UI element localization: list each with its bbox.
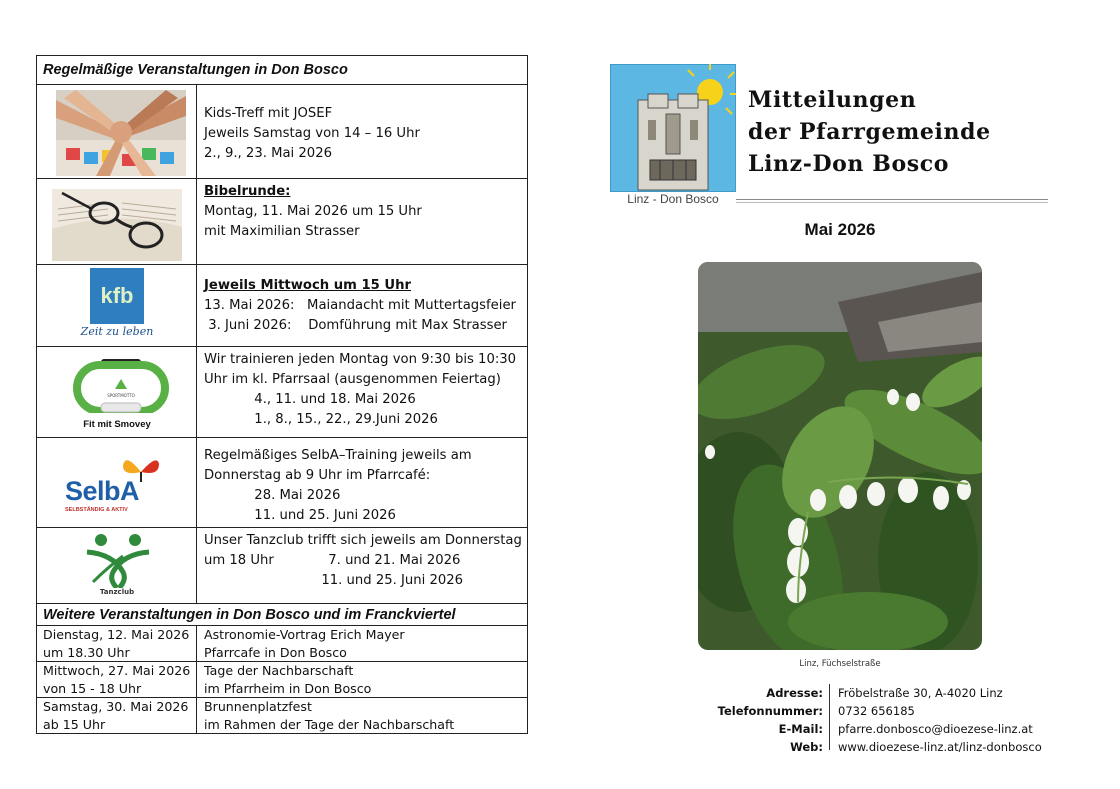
event-line: 4., 11. und 18. Mai 2026	[204, 392, 416, 407]
photo-caption: Linz, Füchselstraße	[799, 659, 881, 669]
tanzclub-caption: Tanzclub	[99, 588, 135, 596]
event-line: um 18 Uhr 7. und 21. Mai 2026	[204, 553, 461, 568]
event-row-kfb	[37, 265, 527, 347]
contact-email[interactable]: pfarre.donbosco@dioezese-linz.at	[838, 722, 1033, 736]
event-line: Unser Tanzclub trifft sich jeweils am Donnerstag	[204, 533, 522, 548]
event-line: 1., 8., 15., 22., 29.Juni 2026	[204, 412, 438, 427]
more-event-place: im Rahmen der Tage der Nachbarschaft	[204, 716, 455, 732]
more-event-row	[37, 698, 527, 733]
event-line: Montag, 11. Mai 2026 um 15 Uhr	[204, 204, 422, 219]
contact-labels	[660, 684, 823, 756]
event-line: 2., 9., 23. Mai 2026	[204, 146, 332, 161]
contact-label-address: Adresse:	[766, 686, 823, 700]
event-line: 28. Mai 2026	[204, 488, 341, 503]
event-row-tanzclub	[37, 528, 527, 604]
more-event-time: um 18.30 Uhr	[43, 644, 130, 660]
event-line: mit Maximilian Strasser	[204, 224, 360, 239]
title-line: Linz-Don Bosco	[748, 151, 949, 177]
more-event-date: Dienstag, 12. Mai 2026	[43, 627, 190, 642]
selba-caption: SELBSTÄNDIG & AKTIV	[65, 507, 128, 513]
bible-glasses-photo	[37, 179, 197, 264]
more-event-time: ab 15 Uhr	[43, 716, 106, 732]
flower-photo	[698, 262, 982, 650]
section-title-more: Weitere Veranstaltungen in Don Bosco und im Franckviertel	[37, 604, 527, 626]
title-line: der Pfarrgemeinde	[748, 119, 991, 145]
event-row-selba	[37, 438, 527, 528]
contact-web-link[interactable]: www.dioezese-linz.at/linz-donbosco	[838, 740, 1042, 754]
more-event-place: Pfarrcafe in Don Bosco	[204, 644, 347, 660]
kfb-logo-text: kfb	[90, 268, 144, 324]
more-event-title: Tage der Nachbarschaft	[204, 663, 354, 678]
children-hands-photo	[37, 85, 197, 178]
title-line: Mitteilungen	[748, 87, 917, 113]
more-event-row	[37, 662, 527, 698]
event-line: 13. Mai 2026: Maiandacht mit Muttertagsfeier	[204, 298, 516, 313]
header-divider	[736, 199, 1048, 203]
event-line: 11. und 25. Juni 2026	[204, 573, 464, 588]
event-heading: Jeweils Mittwoch um 15 Uhr	[204, 278, 412, 293]
event-line: Wir trainieren jeden Montag von 9:30 bis 10:30	[204, 352, 517, 367]
smovey-logo	[37, 347, 197, 437]
kfb-logo	[37, 265, 197, 346]
event-line: Uhr im kl. Pfarrsaal (ausgenommen Feiertag)	[204, 372, 501, 387]
event-line: Jeweils Samstag von 14 – 16 Uhr	[204, 126, 420, 141]
contact-phone: 0732 656185	[838, 704, 915, 718]
more-event-time: von 15 - 18 Uhr	[43, 680, 142, 696]
event-line: 11. und 25. Juni 2026	[204, 508, 396, 523]
event-line: Donnerstag ab 9 Uhr im Pfarrcafé:	[204, 468, 431, 483]
more-event-place: im Pfarrheim in Don Bosco	[204, 680, 372, 696]
more-event-date: Samstag, 30. Mai 2026	[43, 699, 189, 714]
contact-values	[838, 684, 1042, 756]
events-table	[36, 55, 528, 734]
logo-caption: Linz - Don Bosco	[627, 192, 719, 206]
selba-logo	[37, 438, 197, 527]
event-line: Regelmäßiges SelbA–Training jeweils am	[204, 448, 472, 463]
kfb-logo-caption: Zeit zu leben	[80, 325, 154, 338]
contact-divider	[829, 684, 830, 750]
selba-logo-text: SelbA	[65, 476, 140, 506]
more-event-date: Mittwoch, 27. Mai 2026	[43, 663, 191, 678]
page-title	[748, 84, 991, 180]
event-line: Kids-Treff mit JOSEF	[204, 106, 333, 121]
more-event-row	[37, 626, 527, 662]
parish-logo	[610, 64, 736, 192]
svg-text:SPORTMOTTO: SPORTMOTTO	[107, 393, 135, 398]
smovey-caption: Fit mit Smovey	[83, 419, 151, 430]
event-line: 3. Juni 2026: Domführung mit Max Strasser	[204, 318, 507, 333]
more-event-title: Brunnenplatzfest	[204, 699, 312, 714]
event-row-bible	[37, 179, 527, 265]
contact-label-phone: Telefonnummer:	[717, 704, 823, 718]
more-event-title: Astronomie-Vortrag Erich Mayer	[204, 627, 405, 642]
contact-label-email: E-Mail:	[778, 722, 823, 736]
event-row-kids	[37, 85, 527, 179]
issue-month: Mai 2026	[804, 220, 876, 239]
section-title-regular: Regelmäßige Veranstaltungen in Don Bosco	[37, 56, 527, 85]
tanzclub-logo	[37, 528, 197, 603]
contact-label-web: Web:	[790, 740, 823, 754]
event-heading: Bibelrunde:	[204, 184, 291, 199]
contact-address: Fröbelstraße 30, A-4020 Linz	[838, 686, 1003, 700]
event-row-smovey	[37, 347, 527, 438]
